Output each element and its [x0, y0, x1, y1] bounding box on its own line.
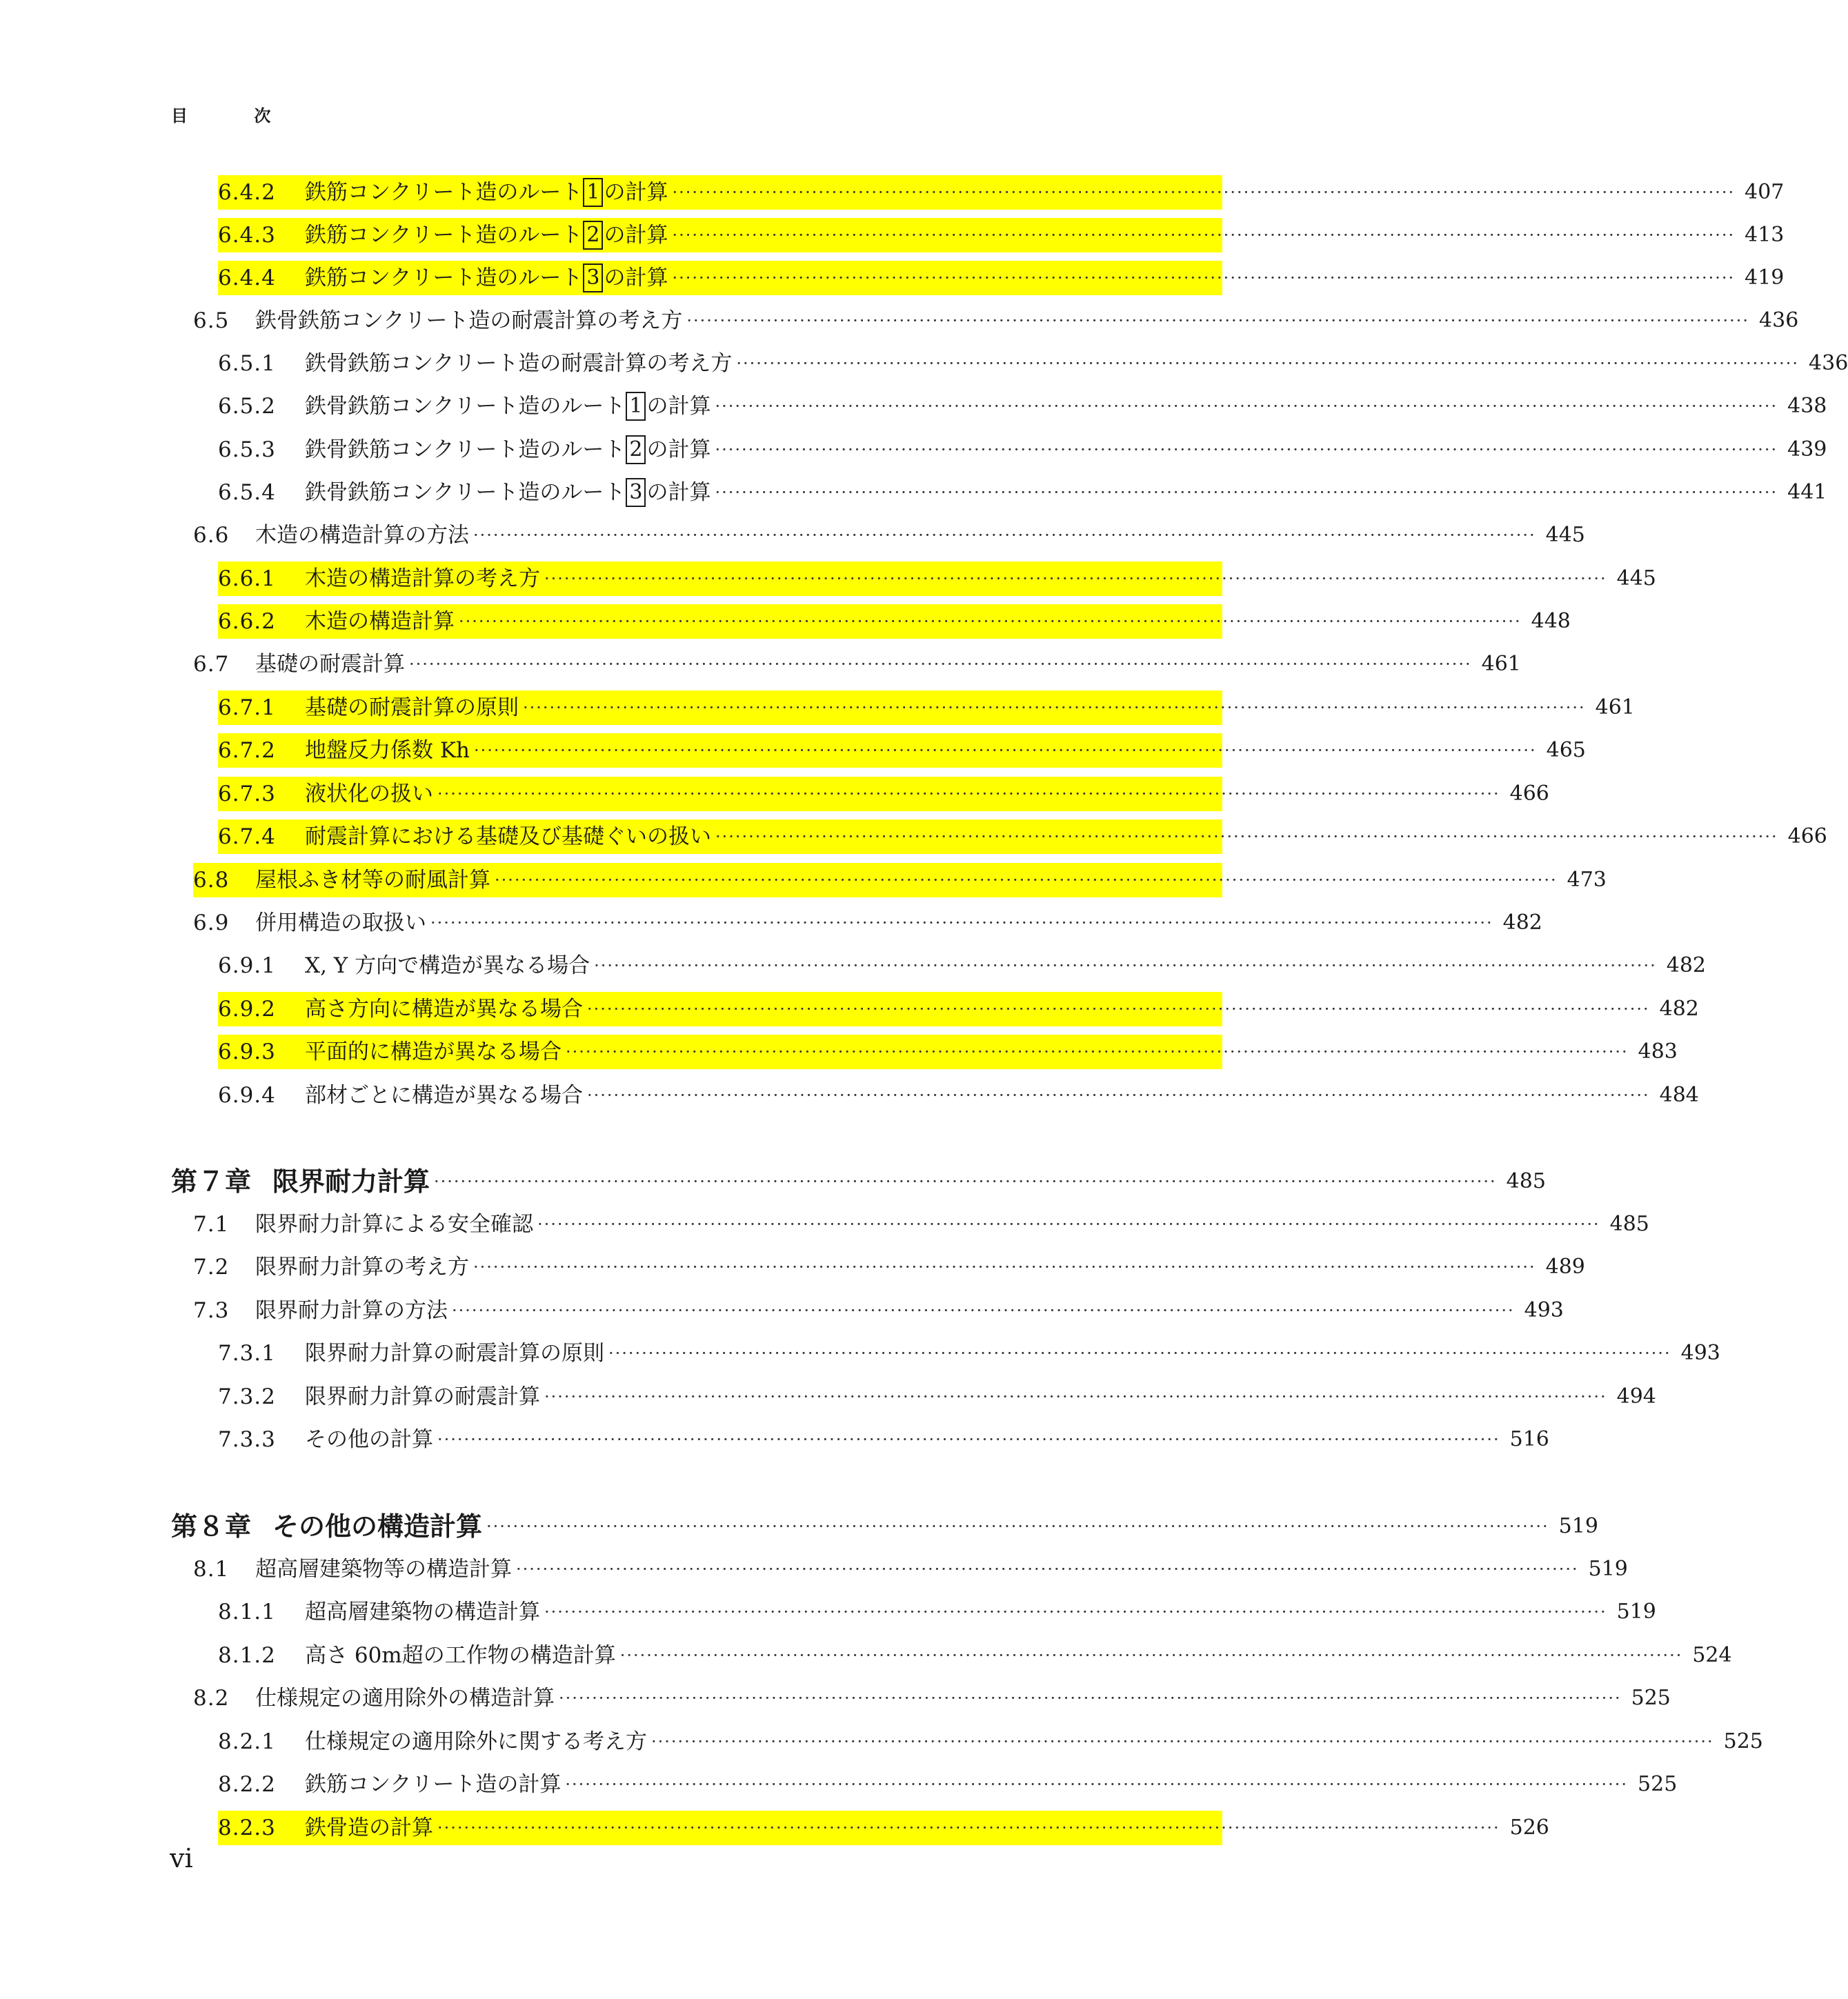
- dot-leader: ································································································································································: [544, 1387, 1607, 1406]
- toc-entry[interactable]: [218, 777, 1549, 811]
- route-number-box: 1: [583, 178, 603, 207]
- toc-entry-number: 6.5.2: [218, 394, 276, 419]
- toc-entry-number: 6.7.1: [218, 695, 276, 720]
- toc-entry-number: 6.5.1: [218, 351, 276, 376]
- toc-entry-title-text: 木造の構造計算の方法: [255, 523, 469, 548]
- toc-entry-title-text: 鉄骨鉄筋コンクリート造のルート: [305, 437, 626, 462]
- toc-entry-title: [305, 1638, 616, 1673]
- toc-entry[interactable]: [218, 1767, 1678, 1802]
- toc-entry-title: [305, 346, 732, 381]
- toc-entry[interactable]: [218, 948, 1706, 983]
- toc-entry-title-text: 仕様規定の適用除外に関する考え方: [305, 1729, 647, 1754]
- toc-entry-title: [255, 863, 490, 897]
- toc-entry-title: [305, 733, 470, 768]
- dot-leader: ································································································································································: [559, 1689, 1622, 1708]
- dot-leader: ································································································································································: [409, 655, 1472, 674]
- dot-leader: ································································································································································: [619, 1646, 1683, 1665]
- toc-entry-title: [305, 1811, 433, 1845]
- toc-entry[interactable]: [218, 261, 1785, 295]
- toc-entry-title: [255, 304, 682, 338]
- toc-entry-number: 7.1: [193, 1212, 230, 1237]
- dot-leader: ································································································································································: [486, 1517, 1549, 1536]
- toc-entry-title-text: 鉄骨造の計算: [305, 1816, 433, 1840]
- toc-entry-title: [272, 1164, 430, 1199]
- toc-entry-page: 494: [1616, 1384, 1656, 1409]
- toc-entry[interactable]: [218, 1638, 1732, 1673]
- toc-entry-page: 461: [1481, 652, 1521, 676]
- dot-leader: ································································································································································: [594, 956, 1657, 975]
- toc-entry-title: [305, 604, 455, 639]
- toc-entry-title-suffix: の計算: [646, 394, 711, 419]
- toc-entry-title-text: 平面的に構造が異なる場合: [305, 1040, 562, 1064]
- toc-entry-number: 6.9.3: [218, 1040, 276, 1064]
- toc-entry-number: 7.2: [193, 1255, 230, 1280]
- toc-entry-page: 482: [1502, 911, 1542, 935]
- toc-entry-title: [305, 432, 711, 467]
- toc-entry-page: 461: [1595, 695, 1635, 719]
- toc-entry-number: 6.9.2: [218, 997, 276, 1022]
- toc-entry-title-text: 鉄骨鉄筋コンクリート造のルート: [305, 480, 626, 505]
- toc-entry-title: [255, 1293, 448, 1328]
- toc-entry-title: [255, 1681, 555, 1715]
- toc-entry-title-suffix: の計算: [604, 223, 668, 248]
- toc-entry-page: 493: [1524, 1298, 1564, 1322]
- toc-entry-title-text: 超高層建築物等の構造計算: [255, 1557, 512, 1582]
- dot-leader: ································································································································································: [686, 311, 1750, 330]
- toc-entry-title: [305, 175, 668, 210]
- toc-entry-page: 466: [1787, 824, 1827, 848]
- toc-entry[interactable]: [193, 1207, 1649, 1242]
- toc-entry-number: 6.9.4: [218, 1083, 276, 1108]
- toc-entry-title-text: 部材ごとに構造が異なる場合: [305, 1083, 583, 1108]
- dot-leader: ································································································································································: [473, 741, 1537, 760]
- toc-entry-title: [305, 690, 519, 725]
- toc-entry-page: 483: [1638, 1040, 1678, 1064]
- toc-entry[interactable]: [171, 1164, 1546, 1199]
- toc-entry[interactable]: [171, 1509, 1598, 1544]
- toc-entry-title: [305, 948, 590, 983]
- toc-entry-page: 438: [1787, 394, 1827, 418]
- route-number-box: 2: [583, 221, 603, 250]
- toc-entry-number: 6.7.3: [218, 782, 276, 806]
- route-number-box: 3: [583, 263, 603, 292]
- toc-entry-title-text: その他の構造計算: [272, 1511, 483, 1542]
- toc-entry-number: 8.2.2: [218, 1772, 276, 1797]
- toc-entry-page: 436: [1759, 308, 1799, 332]
- toc-entry-title: [305, 1767, 561, 1802]
- dot-leader: ································································································································································: [537, 1215, 1600, 1234]
- toc-entry-number: 6.4.3: [218, 223, 276, 248]
- toc-entry[interactable]: [193, 1552, 1628, 1587]
- toc-entry-page: 525: [1631, 1686, 1671, 1710]
- dot-leader: ································································································································································: [672, 268, 1736, 288]
- toc-entry-title-suffix: の計算: [604, 180, 668, 205]
- toc-entry[interactable]: [218, 1035, 1678, 1069]
- toc-entry-page: 445: [1545, 523, 1585, 547]
- toc-entry-page: 485: [1506, 1169, 1546, 1193]
- dot-leader: ································································································································································: [437, 784, 1500, 804]
- toc-entry[interactable]: [218, 1336, 1720, 1371]
- toc-entry-title: [305, 1078, 583, 1113]
- toc-entry-title-text: 鉄筋コンクリート造のルート: [305, 266, 583, 290]
- toc-entry-title-text: 木造の構造計算: [305, 609, 455, 634]
- toc-entry-page: 484: [1659, 1083, 1699, 1107]
- toc-entry-number: 6.6.2: [218, 609, 276, 634]
- dot-leader: ································································································································································: [715, 483, 1778, 502]
- dot-leader: ································································································································································: [516, 1560, 1579, 1579]
- toc-entry-page: 436: [1809, 351, 1848, 375]
- toc-entry-number: 7.3.3: [218, 1427, 276, 1452]
- dot-leader: ································································································································································: [566, 1042, 1629, 1062]
- toc-entry-title-text: 鉄筋コンクリート造のルート: [305, 180, 583, 205]
- dot-leader: ································································································································································: [495, 871, 1558, 890]
- toc-entry-page: 441: [1787, 480, 1827, 504]
- toc-entry-title: [305, 389, 711, 424]
- toc-entry-page: 519: [1558, 1514, 1598, 1538]
- dot-leader: ································································································································································: [523, 698, 1586, 717]
- dot-leader: ································································································································································: [587, 1086, 1650, 1105]
- toc-entry[interactable]: [218, 1811, 1549, 1845]
- dot-leader: ································································································································································: [452, 1301, 1515, 1320]
- toc-entry-title-text: 鉄骨鉄筋コンクリート造の耐震計算の考え方: [255, 308, 683, 333]
- toc-entry-title: [255, 906, 426, 940]
- page-header-title: 目 次: [171, 106, 301, 126]
- dot-leader: ································································································································································: [672, 226, 1736, 245]
- toc-entry-page: 485: [1609, 1212, 1649, 1236]
- toc-entry[interactable]: [218, 733, 1586, 768]
- toc-entry-title-text: その他の計算: [305, 1427, 433, 1452]
- toc-entry-number: 7.3.1: [218, 1341, 276, 1366]
- toc-entry[interactable]: [193, 647, 1521, 682]
- dot-leader: ································································································································································: [437, 1430, 1500, 1449]
- toc-entry-title-text: X, Y 方向で構造が異なる場合: [305, 953, 590, 978]
- toc-entry-number: 第７章: [171, 1166, 252, 1197]
- toc-entry-title-text: 鉄筋コンクリート造の計算: [305, 1772, 562, 1797]
- toc-entry[interactable]: [193, 518, 1585, 553]
- toc-entry-title: [305, 475, 711, 510]
- toc-entry-number: 6.9.1: [218, 953, 276, 978]
- dot-leader: ································································································································································: [473, 526, 1536, 545]
- toc-entry-title-suffix: の計算: [604, 266, 668, 290]
- dot-leader: ································································································································································: [565, 1775, 1629, 1794]
- toc-entry-title: [255, 1207, 533, 1242]
- toc-entry-page: 465: [1546, 738, 1586, 762]
- toc-entry-page: 493: [1680, 1341, 1720, 1365]
- toc-entry-title-text: 限界耐力計算の耐震計算: [305, 1384, 540, 1409]
- toc-entry-title-text: 木造の構造計算の考え方: [305, 566, 540, 591]
- toc-entry-number: 6.5.3: [218, 437, 276, 462]
- toc-entry-page: 473: [1567, 868, 1607, 892]
- toc-entry[interactable]: [218, 218, 1785, 252]
- toc-entry-title: [305, 1380, 540, 1414]
- dot-leader: ································································································································································: [608, 1344, 1671, 1363]
- toc-entry-page: 519: [1588, 1557, 1628, 1581]
- dot-leader: ································································································································································: [736, 354, 1800, 373]
- toc-entry-page: 482: [1659, 997, 1699, 1021]
- toc-entry-title: [305, 561, 540, 596]
- toc-entry-title-text: 限界耐力計算: [272, 1166, 430, 1197]
- page-number-folio: vi: [170, 1843, 193, 1873]
- toc-entry-number: 6.7.4: [218, 824, 276, 849]
- toc-entry-title-text: 屋根ふき材等の耐風計算: [255, 868, 490, 893]
- toc-entry-number: 8.2.3: [218, 1816, 276, 1840]
- toc-entry-page: 448: [1531, 609, 1571, 633]
- toc-entry-title: [305, 1035, 562, 1069]
- toc-entry[interactable]: [218, 690, 1635, 725]
- toc-entry-title-text: 鉄筋コンクリート造のルート: [305, 223, 583, 248]
- toc-entry-number: 6.9: [193, 911, 230, 935]
- toc-entry[interactable]: [193, 863, 1607, 897]
- toc-entry-title: [255, 647, 405, 682]
- toc-entry-number: 8.2.1: [218, 1729, 276, 1754]
- toc-entry-number: 8.1: [193, 1557, 230, 1582]
- toc-entry-title-text: 併用構造の取扱い: [255, 911, 426, 935]
- toc-entry[interactable]: [218, 432, 1827, 467]
- toc-entry-title: [305, 218, 668, 252]
- toc-entry[interactable]: [218, 1724, 1763, 1759]
- dot-leader: ································································································································································: [434, 1172, 1497, 1191]
- route-number-box: 2: [626, 435, 646, 464]
- toc-entry-title-suffix: の計算: [646, 480, 711, 505]
- toc-entry-title-text: 基礎の耐震計算の原則: [305, 695, 519, 720]
- toc-entry-title-text: 地盤反力係数 Kh: [305, 738, 470, 763]
- toc-entry-page: 407: [1745, 180, 1785, 204]
- toc-entry-title-text: 限界耐力計算による安全確認: [255, 1212, 533, 1237]
- toc-entry-page: 489: [1545, 1255, 1585, 1279]
- toc-entry-title: [305, 261, 668, 295]
- toc-entry-page: 516: [1509, 1427, 1549, 1451]
- dot-leader: ································································································································································: [459, 612, 1522, 631]
- toc-entry-number: 7.3: [193, 1298, 230, 1323]
- toc-entry-title: [305, 1336, 604, 1371]
- toc-entry-title-text: 超高層建築物の構造計算: [305, 1600, 540, 1624]
- toc-entry-title: [305, 1724, 647, 1759]
- dot-leader: ································································································································································: [715, 827, 1778, 846]
- dot-leader: ································································································································································: [437, 1818, 1500, 1838]
- toc-entry-title: [305, 777, 433, 811]
- toc-entry-page: 445: [1616, 566, 1656, 590]
- toc-entry[interactable]: [218, 992, 1699, 1026]
- toc-entry-title: [305, 1595, 540, 1629]
- toc-entry-title: [305, 1422, 433, 1457]
- toc-entry-title-text: 液状化の扱い: [305, 782, 433, 806]
- toc-entry-number: 6.6.1: [218, 566, 276, 591]
- toc-entry-title-text: 仕様規定の適用除外の構造計算: [255, 1686, 555, 1711]
- toc-entry-number: 6.4.2: [218, 180, 276, 205]
- toc-entry-page: 439: [1787, 437, 1827, 461]
- toc-entry-title: [305, 819, 711, 854]
- dot-leader: ································································································································································: [715, 440, 1778, 459]
- route-number-box: 3: [626, 478, 646, 507]
- toc-entry[interactable]: [193, 1293, 1564, 1328]
- toc-entry-number: 8.2: [193, 1686, 230, 1711]
- toc-entry[interactable]: [218, 1422, 1549, 1457]
- toc-entry[interactable]: [218, 346, 1848, 381]
- toc-entry-number: 6.8: [193, 868, 230, 893]
- toc-entry-number: 8.1.1: [218, 1600, 276, 1624]
- toc-entry-page: 482: [1666, 953, 1706, 977]
- toc-entry-title-text: 基礎の耐震計算: [255, 652, 405, 677]
- dot-leader: ································································································································································: [544, 569, 1607, 588]
- toc-entry-number: 6.6: [193, 523, 230, 548]
- dot-leader: ································································································································································: [473, 1257, 1536, 1277]
- toc-entry[interactable]: [218, 819, 1827, 854]
- toc-entry-title-text: 鉄骨鉄筋コンクリート造の耐震計算の考え方: [305, 351, 733, 376]
- toc-entry-title-text: 高さ方向に構造が異なる場合: [305, 997, 583, 1022]
- toc-entry-page: 419: [1745, 266, 1785, 290]
- toc-entry-number: 8.1.2: [218, 1643, 276, 1668]
- toc-entry-title: [255, 1250, 469, 1284]
- toc-entry[interactable]: [218, 475, 1827, 510]
- toc-entry[interactable]: [218, 1595, 1656, 1629]
- toc-entry-number: 6.7: [193, 652, 230, 677]
- toc-entry-page: 525: [1638, 1772, 1678, 1796]
- toc-entry[interactable]: [193, 906, 1542, 940]
- toc-entry-title-text: 限界耐力計算の耐震計算の原則: [305, 1341, 604, 1366]
- toc-entry[interactable]: [218, 389, 1827, 424]
- toc-entry-page: 466: [1509, 782, 1549, 806]
- dot-leader: ································································································································································: [715, 397, 1778, 416]
- toc-entry[interactable]: [218, 1380, 1656, 1414]
- toc-entry-page: 525: [1723, 1729, 1763, 1753]
- toc-entry-page: 524: [1692, 1643, 1732, 1667]
- toc-entry-page: 413: [1745, 223, 1785, 247]
- toc-entry-title-text: 耐震計算における基礎及び基礎ぐいの扱い: [305, 824, 711, 849]
- toc-entry-title-text: 鉄骨鉄筋コンクリート造のルート: [305, 394, 626, 419]
- dot-leader: ································································································································································: [544, 1602, 1607, 1622]
- toc-entry[interactable]: [218, 561, 1656, 596]
- toc-entry-title: [305, 992, 583, 1026]
- toc-entry[interactable]: [218, 175, 1785, 210]
- toc-entry-number: 第８章: [171, 1511, 252, 1542]
- toc-entry[interactable]: [218, 604, 1571, 639]
- route-number-box: 1: [626, 392, 646, 421]
- toc-entry-page: 519: [1616, 1600, 1656, 1624]
- toc-entry-title-text: 高さ 60m超の工作物の構造計算: [305, 1643, 616, 1668]
- toc-entry-title-text: 限界耐力計算の考え方: [255, 1255, 469, 1280]
- toc-entry-number: 7.3.2: [218, 1384, 276, 1409]
- dot-leader: ································································································································································: [587, 1000, 1650, 1019]
- dot-leader: ································································································································································: [651, 1732, 1714, 1751]
- dot-leader: ································································································································································: [672, 183, 1736, 202]
- toc-entry-title: [272, 1509, 482, 1544]
- toc-entry-title: [255, 518, 469, 553]
- toc-entry[interactable]: [193, 1250, 1585, 1284]
- toc-entry-title-suffix: の計算: [646, 437, 711, 462]
- toc-entry[interactable]: [218, 1078, 1699, 1113]
- toc-entry-number: 6.7.2: [218, 738, 276, 763]
- toc-entry-title-text: 限界耐力計算の方法: [255, 1298, 448, 1323]
- toc-entry-page: 526: [1509, 1816, 1549, 1840]
- toc-entry-number: 6.5.4: [218, 480, 276, 505]
- toc-entry-number: 6.5: [193, 308, 230, 333]
- toc-entry[interactable]: [193, 1681, 1671, 1715]
- dot-leader: ································································································································································: [430, 913, 1493, 933]
- toc-entry-number: 6.4.4: [218, 266, 276, 290]
- toc-entry-title: [255, 1552, 512, 1587]
- toc-entry[interactable]: [193, 304, 1799, 338]
